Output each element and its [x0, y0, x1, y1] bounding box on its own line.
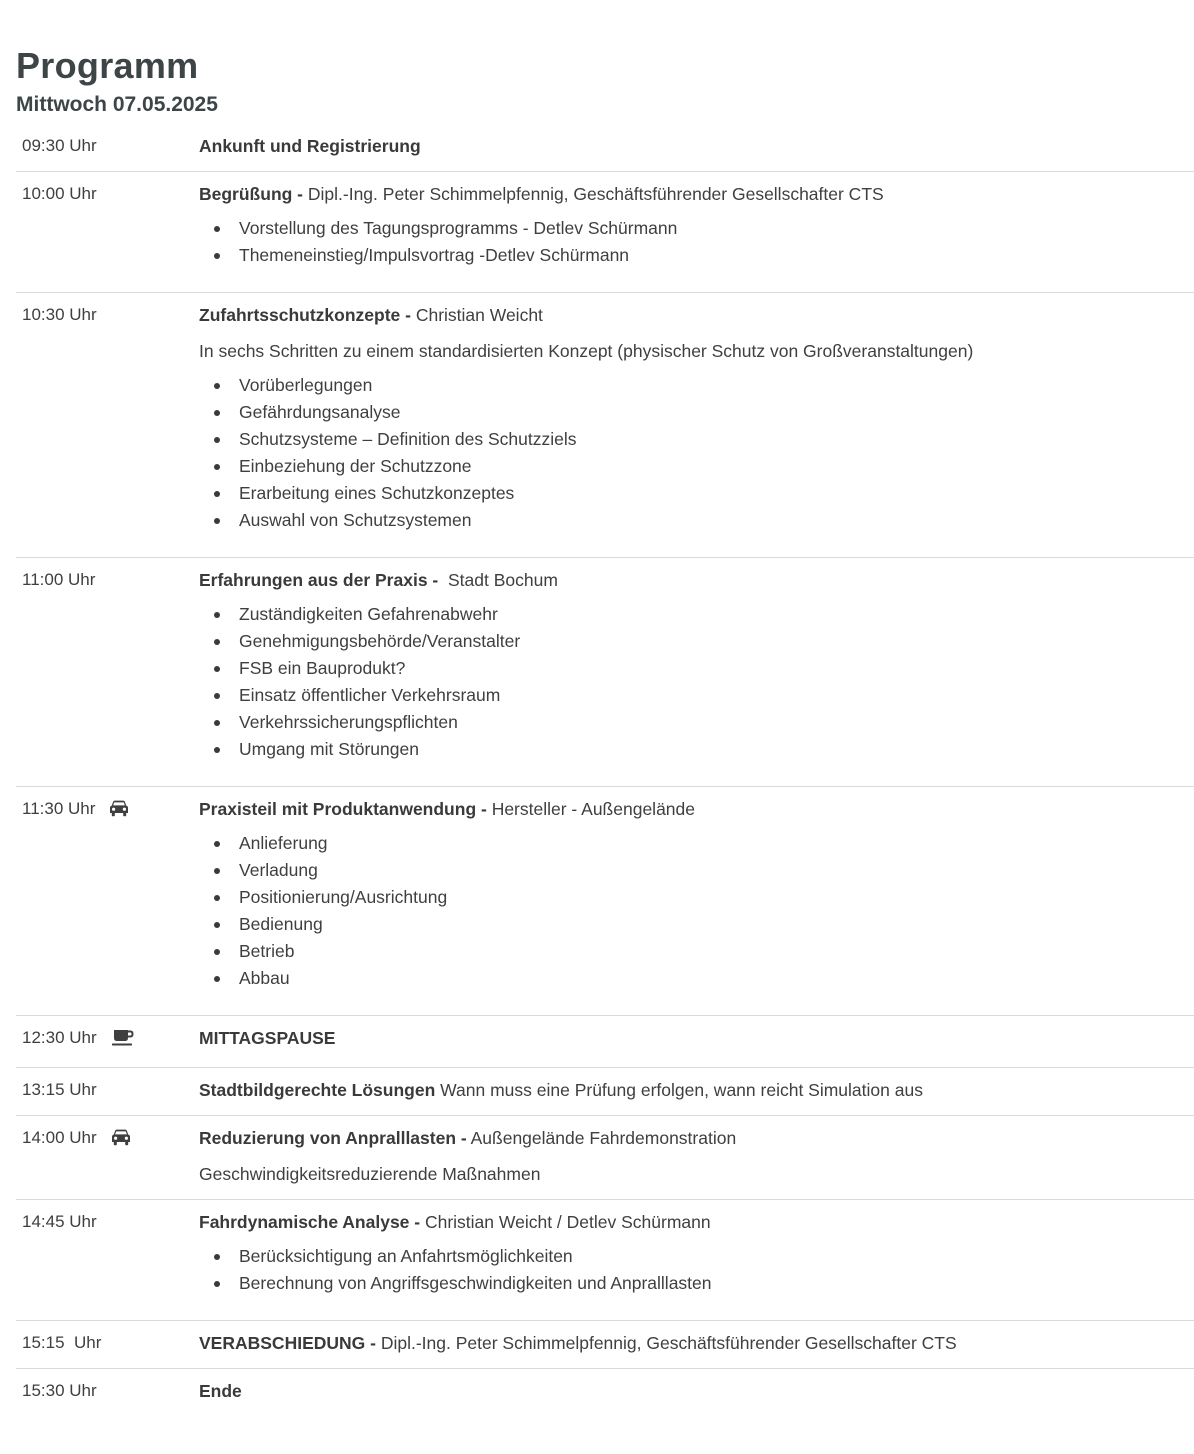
- session-heading: Erfahrungen aus der Praxis -: [199, 570, 439, 590]
- session-cell: [199, 1026, 1194, 1054]
- session-cell: [199, 797, 1194, 1002]
- topic-item: Zuständigkeiten Gefahrenabwehr: [239, 601, 1194, 628]
- topic-item: Betrieb: [239, 938, 1194, 965]
- topic-item: Erarbeitung eines Schutzkonzeptes: [239, 480, 1194, 507]
- topic-item: Positionierung/Ausrichtung: [239, 884, 1194, 911]
- time-cell: [16, 797, 199, 1002]
- time-cell: [16, 1126, 199, 1186]
- time-label: 14:00 Uhr: [22, 1128, 97, 1147]
- topic-item: Vorstellung des Tagungsprogramms - Detlev Schürmann: [239, 215, 1194, 242]
- session-cell: [199, 303, 1194, 544]
- session-speaker: Wann muss eine Prüfung erfolgen, wann reicht Simulation aus: [435, 1080, 923, 1100]
- schedule-row: [16, 1368, 1194, 1416]
- topic-list: [199, 215, 1194, 269]
- topic-item: Verkehrssicherungspflichten: [239, 709, 1194, 736]
- session-heading: Stadtbildgerechte Lösungen: [199, 1080, 436, 1100]
- time-cell: [16, 303, 199, 544]
- topic-item: Einbeziehung der Schutzzone: [239, 453, 1194, 480]
- schedule-row: [16, 171, 1194, 292]
- session-speaker: Christian Weicht / Detlev Schürmann: [420, 1212, 711, 1232]
- topic-item: Genehmigungsbehörde/Veranstalter: [239, 628, 1194, 655]
- session-heading: Reduzierung von Anpralllasten -: [199, 1128, 467, 1148]
- session-cell: [199, 568, 1194, 773]
- topic-item: Themeneinstieg/Impulsvortrag -Detlev Schürmann: [239, 242, 1194, 269]
- topic-item: Berechnung von Angriffsgeschwindigkeiten und Anpralllasten: [239, 1270, 1194, 1297]
- schedule-row: [16, 1199, 1194, 1320]
- session-title-line: [199, 1331, 1194, 1355]
- session-speaker: Dipl.-Ing. Peter Schimmelpfennig, Geschäftsführender Gesellschafter CTS: [375, 1333, 957, 1353]
- session-description: In sechs Schritten zu einem standardisierten Konzept (physischer Schutz von Großveranstaltungen): [199, 341, 974, 361]
- session-heading: Praxisteil mit Produktanwendung -: [199, 799, 487, 819]
- time-label: 12:30 Uhr: [22, 1028, 97, 1047]
- time-label: 15:30 Uhr: [22, 1381, 97, 1400]
- topic-item: Bedienung: [239, 911, 1194, 938]
- session-cell: [199, 182, 1194, 279]
- topic-item: Umgang mit Störungen: [239, 736, 1194, 763]
- topic-item: Vorüberlegungen: [239, 372, 1194, 399]
- session-title-line: [199, 1026, 1194, 1050]
- session-cell: [199, 1379, 1194, 1403]
- topic-list: [199, 830, 1194, 992]
- schedule-row: [16, 1015, 1194, 1067]
- time-cell: [16, 134, 199, 158]
- car-icon: [111, 1129, 131, 1153]
- topic-item: Gefährdungsanalyse: [239, 399, 1194, 426]
- session-speaker: Christian Weicht: [410, 305, 543, 325]
- session-heading: Fahrdynamische Analyse -: [199, 1212, 421, 1232]
- schedule-row: [16, 1320, 1194, 1368]
- topic-list: [199, 1243, 1194, 1297]
- time-cell: [16, 1210, 199, 1307]
- schedule-row: [16, 292, 1194, 557]
- date-subtitle: Mittwoch 07.05.2025: [16, 93, 218, 116]
- session-title-line: [199, 568, 1194, 592]
- session-heading: MITTAGSPAUSE: [199, 1028, 336, 1048]
- session-heading: Zufahrtsschutzkonzepte -: [199, 305, 411, 325]
- topic-item: Berücksichtigung an Anfahrtsmöglichkeiten: [239, 1243, 1194, 1270]
- session-cell: [199, 1126, 1194, 1186]
- session-heading: Ende: [199, 1381, 242, 1401]
- coffee-icon: [111, 1029, 135, 1054]
- topic-item: Abbau: [239, 965, 1194, 992]
- session-speaker: Dipl.-Ing. Peter Schimmelpfennig, Geschäftsführender Gesellschafter CTS: [303, 184, 884, 204]
- session-title-line: [199, 303, 1194, 327]
- topic-item: Einsatz öffentlicher Verkehrsraum: [239, 682, 1194, 709]
- session-title-line: [199, 797, 1194, 821]
- topic-list: [199, 601, 1194, 763]
- topic-item: FSB ein Bauprodukt?: [239, 655, 1194, 682]
- time-cell: [16, 568, 199, 773]
- session-title-line: [199, 1210, 1194, 1234]
- topic-item: Schutzsysteme – Definition des Schutzziels: [239, 426, 1194, 453]
- schedule-row: [16, 1067, 1194, 1115]
- session-cell: [199, 1331, 1194, 1355]
- schedule-table: [16, 124, 1194, 1416]
- session-heading: Begrüßung -: [199, 184, 304, 204]
- schedule-row: [16, 557, 1194, 786]
- session-cell: [199, 1210, 1194, 1307]
- topic-item: Anlieferung: [239, 830, 1194, 857]
- time-cell: [16, 1078, 199, 1102]
- session-cell: [199, 1078, 1194, 1102]
- time-label: 13:15 Uhr: [22, 1080, 97, 1099]
- session-speaker: Hersteller - Außengelände: [486, 799, 695, 819]
- time-cell: [16, 182, 199, 279]
- session-speaker: Stadt Bochum: [438, 570, 558, 590]
- session-title-line: [199, 182, 1194, 206]
- schedule-row: [16, 124, 1194, 171]
- time-label: 11:30 Uhr: [22, 799, 96, 818]
- topic-list: [199, 372, 1194, 534]
- topic-item: Auswahl von Schutzsystemen: [239, 507, 1194, 534]
- time-cell: [16, 1026, 199, 1054]
- time-label: 15:15 Uhr: [22, 1333, 102, 1352]
- session-speaker: Außengelände Fahrdemonstration: [466, 1128, 737, 1148]
- time-label: 11:00 Uhr: [22, 570, 96, 589]
- session-cell: [199, 134, 1194, 158]
- session-title-line: [199, 1379, 1194, 1403]
- time-cell: [16, 1331, 199, 1355]
- session-title-line: [199, 1078, 1194, 1102]
- time-label: 10:00 Uhr: [22, 184, 97, 203]
- time-cell: [16, 1379, 199, 1403]
- session-description: Geschwindigkeitsreduzierende Maßnahmen: [199, 1164, 541, 1184]
- session-title-line: [199, 1126, 1194, 1150]
- car-icon: [109, 800, 129, 824]
- page-title: Programm: [16, 45, 199, 86]
- time-label: 10:30 Uhr: [22, 305, 97, 324]
- topic-item: Verladung: [239, 857, 1194, 884]
- schedule-row: [16, 786, 1194, 1015]
- schedule-row: [16, 1115, 1194, 1199]
- time-label: 09:30 Uhr: [22, 136, 97, 155]
- time-label: 14:45 Uhr: [22, 1212, 97, 1231]
- session-heading: Ankunft und Registrierung: [199, 136, 421, 156]
- session-heading: VERABSCHIEDUNG -: [199, 1333, 376, 1353]
- session-title-line: [199, 134, 1194, 158]
